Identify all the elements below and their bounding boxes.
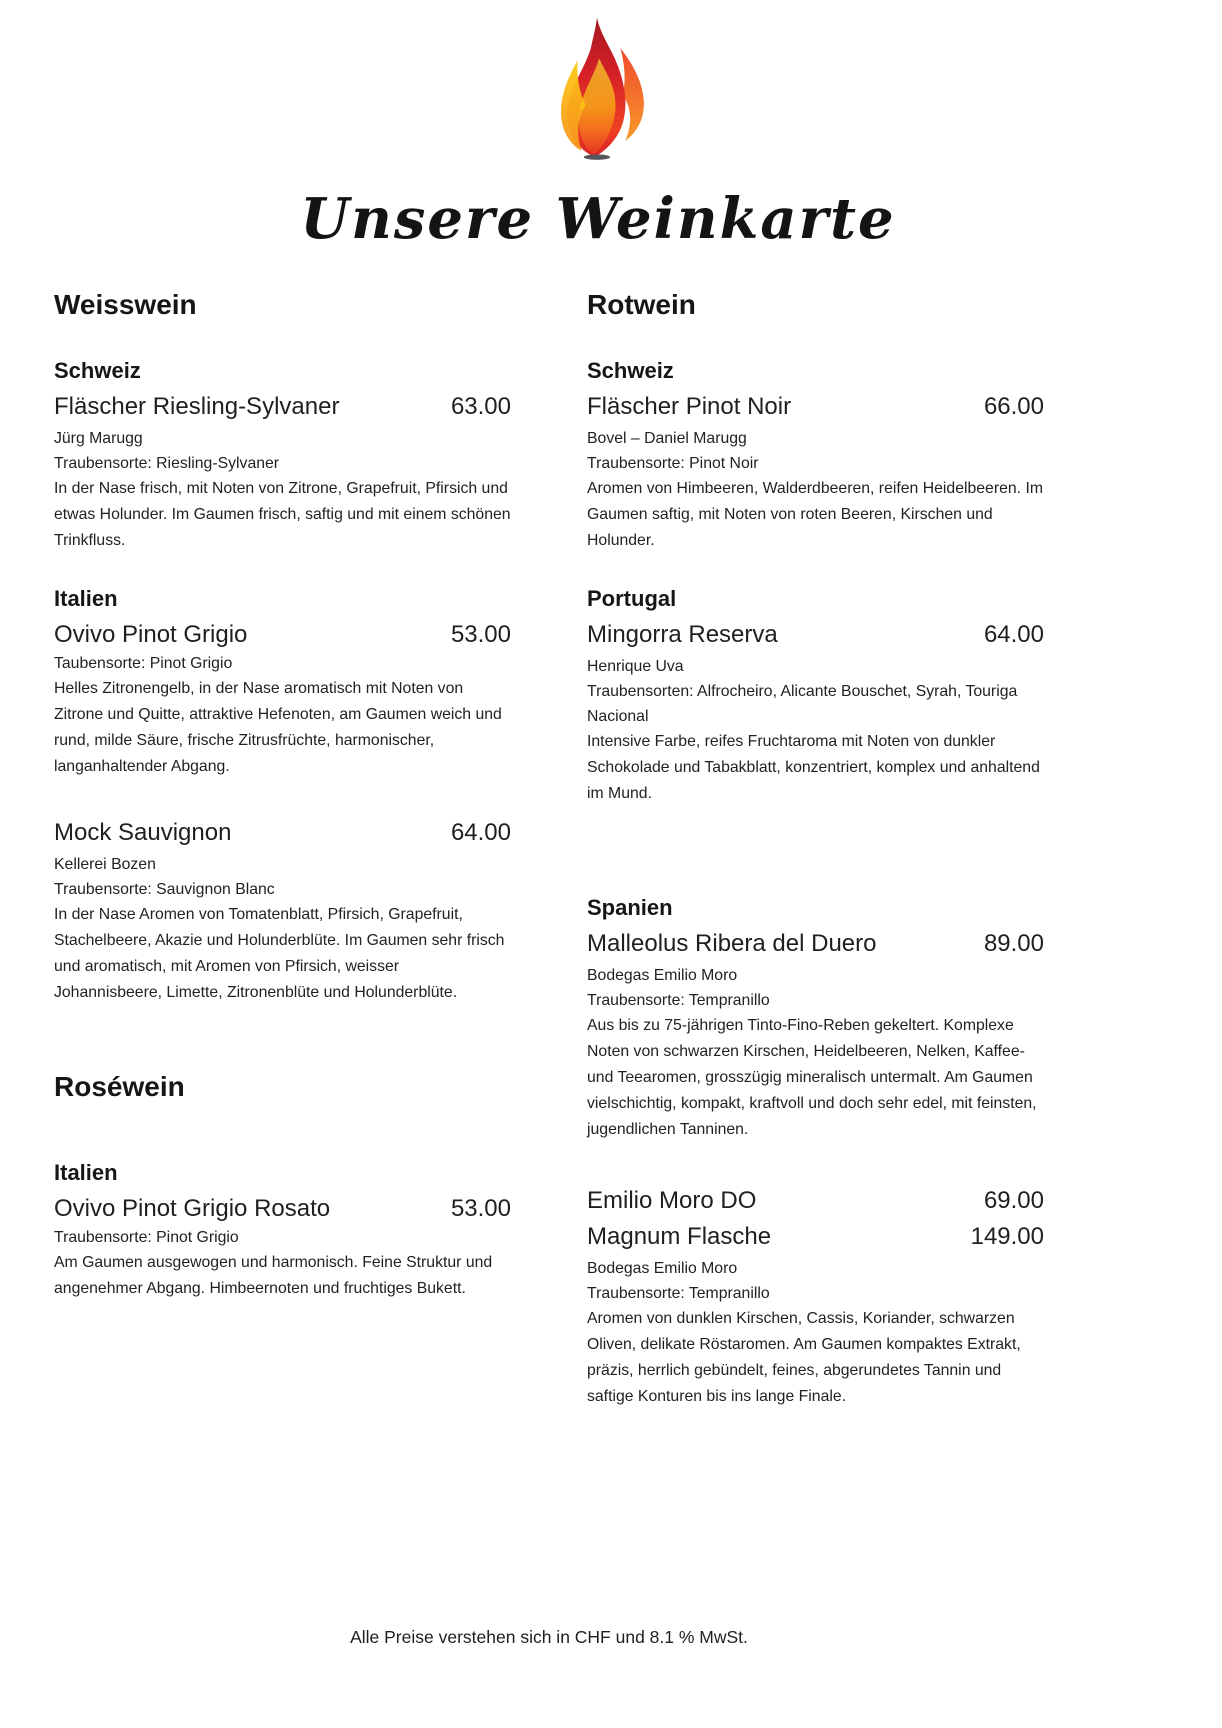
- wine-name: Ovivo Pinot Grigio Rosato: [54, 1195, 331, 1222]
- wine-grape-variety: Traubensorte: Pinot Noir: [587, 455, 759, 472]
- wine-description: Aus bis zu 75-jährigen Tinto-Fino-Reben gekeltert. Komplexe Noten von schwarzen Kirschen, Heidelbeeren, Nelken, Kaffee- und Teearomen, grosszügig mineralisch untermalt. Am Gaumen vielschichtig, kompakt, kraftvoll und doch sehr edel, mit feinsten, jugendlichen Tanninen.: [587, 1017, 1037, 1138]
- wine-name: Malleolus Ribera del Duero: [587, 930, 877, 957]
- wine-price: 89.00: [983, 930, 1044, 957]
- wine-grape-variety: Traubensorte: Tempranillo: [587, 1285, 770, 1302]
- wine-grape-variety: Taubensorte: Pinot Grigio: [54, 655, 233, 672]
- wine-description: Aromen von Himbeeren, Walderdbeeren, reifen Heidelbeeren. Im Gaumen saftig, mit Noten von roten Beeren, Kirschen und Holunder.: [587, 480, 1044, 549]
- wine-name: Ovivo Pinot Grigio: [54, 621, 248, 648]
- wine-description: In der Nase Aromen von Tomatenblatt, Pfirsich, Grapefruit, Stachelbeere, Akazie und Holunderblüte. Im Gaumen sehr frisch und aromatisch, mit Aromen von Pfirsich, weisser Johannisbeere, Limette, Zitronenblüte und Holunderblüte.: [54, 906, 505, 1001]
- section-rotwein: [587, 288, 1044, 1410]
- wine-grape-variety: Traubensorte: Pinot Grigio: [54, 1229, 239, 1246]
- wine-name: Fläscher Riesling-Sylvaner: [54, 393, 340, 420]
- wine-name: Magnum Flasche: [587, 1223, 772, 1250]
- section-heading-weisswein: Weisswein: [54, 289, 197, 320]
- wine-price: 53.00: [450, 621, 511, 648]
- wine-name: Fläscher Pinot Noir: [587, 393, 792, 420]
- wine-name-price-row: [587, 928, 1044, 960]
- wine-price: 149.00: [970, 1223, 1044, 1250]
- wine-producer: Bovel – Daniel Marugg: [587, 430, 747, 447]
- wine-name-price-row-magnum: [587, 1221, 1044, 1253]
- wine-grape-variety: Traubensorte: Riesling-Sylvaner: [54, 455, 280, 472]
- wine-price: 53.00: [450, 1195, 511, 1222]
- wine-name-price-row: [54, 1193, 511, 1225]
- section-rosewein: [54, 1070, 511, 1302]
- wine-name-price-row: [54, 619, 511, 651]
- country-label: Italien: [54, 586, 118, 611]
- flame-base: [584, 154, 610, 159]
- country-label: Spanien: [587, 895, 673, 920]
- country-label: Schweiz: [587, 358, 674, 383]
- wine-producer: Jürg Marugg: [54, 430, 143, 447]
- wine-grape-variety: Traubensorte: Tempranillo: [587, 992, 770, 1009]
- wine-grape-variety: Traubensorten: Alfrocheiro, Alicante Bouschet, Syrah, Touriga Nacional: [587, 683, 1018, 725]
- wine-price: 64.00: [983, 621, 1044, 648]
- country-group-schweiz-rot: [587, 358, 1044, 554]
- wine-entry-riesling-sylvaner: [54, 391, 511, 554]
- wine-name-price-row: [587, 619, 1044, 651]
- country-label: Portugal: [587, 586, 677, 611]
- section-heading-rotwein: Rotwein: [587, 289, 696, 320]
- wine-description: Helles Zitronengelb, in der Nase aromatisch mit Noten von Zitrone und Quitte, attraktive Hefenoten, am Gaumen weich und rund, milde Säure, frische Zitrusfrüchte, harmonischer, langanhaltender Abgang.: [54, 680, 502, 775]
- wine-producer: Bodegas Emilio Moro: [587, 967, 738, 984]
- wine-price: 66.00: [983, 393, 1044, 420]
- section-weisswein: [54, 288, 511, 1006]
- wine-name-price-row: [587, 1185, 1044, 1217]
- wine-name-price-row: [54, 391, 511, 423]
- wine-price: 63.00: [450, 393, 511, 420]
- left-column: [54, 288, 511, 1410]
- country-label: Schweiz: [54, 358, 141, 383]
- wine-name: Mock Sauvignon: [54, 819, 232, 846]
- wine-name-price-row: [54, 817, 511, 849]
- wine-entry-mock-sauvignon: [54, 817, 511, 1006]
- wine-entry-ovivo-rosato: [54, 1193, 511, 1302]
- wine-producer: Henrique Uva: [587, 658, 684, 675]
- wine-grape-variety: Traubensorte: Sauvignon Blanc: [54, 881, 275, 898]
- right-column: [587, 288, 1044, 1410]
- wine-price: 64.00: [450, 819, 511, 846]
- wine-entry-malleolus: [587, 928, 1044, 1143]
- restaurant-logo: [544, 14, 656, 174]
- wine-description: Intensive Farbe, reifes Fruchtaroma mit Noten von dunkler Schokolade und Tabakblatt, konzentriert, komplex und anhaltend im Mund.: [587, 733, 1040, 802]
- country-group-italien-weiss: [54, 586, 511, 1006]
- country-group-portugal: [587, 586, 1044, 807]
- wine-name: Emilio Moro DO: [587, 1187, 757, 1214]
- country-group-spanien: [587, 895, 1044, 1410]
- wine-name-price-row: [587, 391, 1044, 423]
- wine-name: Mingorra Reserva: [587, 621, 778, 648]
- flame-icon: [544, 14, 656, 174]
- country-group-italien-rose: [54, 1160, 511, 1302]
- wine-producer: Kellerei Bozen: [54, 856, 156, 873]
- wine-producer: Bodegas Emilio Moro: [587, 1260, 738, 1277]
- wine-description: Am Gaumen ausgewogen und harmonisch. Feine Struktur und angenehmer Abgang. Himbeernoten und fruchtiges Bukett.: [54, 1254, 493, 1297]
- wine-description: Aromen von dunklen Kirschen, Cassis, Koriander, schwarzen Oliven, delikate Röstaromen. Am Gaumen kompaktes Extrakt, präzis, herrlich gebündelt, feines, abgerundetes Tannin und saftige Konturen bis ins lange Finale.: [587, 1310, 1021, 1405]
- wine-entry-mingorra-reserva: [587, 619, 1044, 807]
- wine-entry-flaescher-pinot-noir: [587, 391, 1044, 554]
- price-disclaimer: Alle Preise verstehen sich in CHF und 8.1 % MwSt.: [350, 1627, 748, 1647]
- country-group-schweiz-weiss: [54, 358, 511, 554]
- wine-description: In der Nase frisch, mit Noten von Zitrone, Grapefruit, Pfirsich und etwas Holunder. Im Gaumen frisch, saftig und mit einem schönen Trinkfluss.: [54, 480, 511, 549]
- country-label: Italien: [54, 1160, 118, 1185]
- wine-entry-emilio-moro: [587, 1185, 1044, 1410]
- section-heading-rosewein: Roséwein: [54, 1071, 185, 1102]
- menu-columns: [54, 288, 1044, 1410]
- wine-entry-ovivo-pinot-grigio: [54, 619, 511, 780]
- wine-price: 69.00: [983, 1187, 1044, 1214]
- page-title: Unsere Weinkarte: [300, 186, 896, 252]
